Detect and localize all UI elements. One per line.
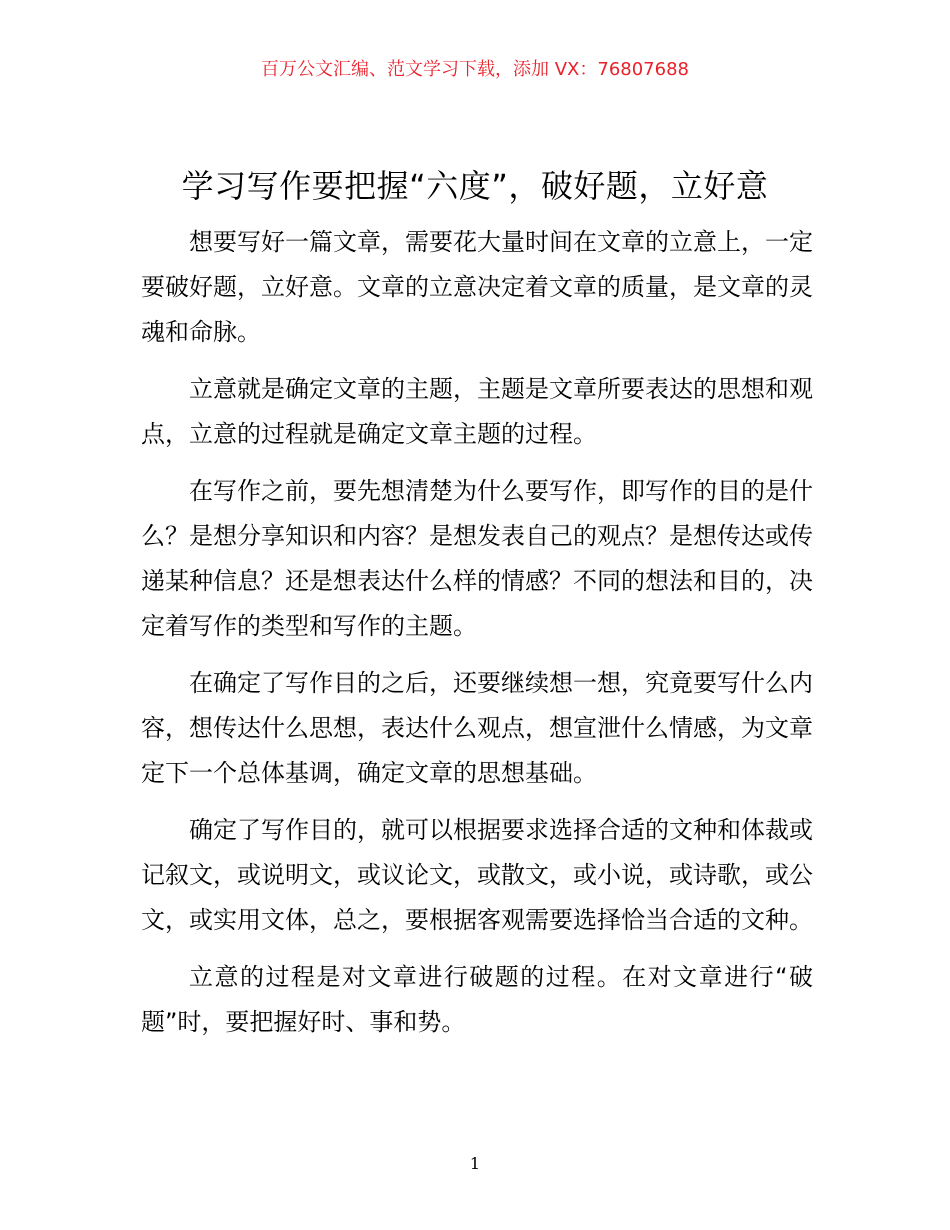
document-title: 学习写作要把握“六度”，破好题，立好意 [181, 167, 769, 205]
paragraph: 确定了写作目的，就可以根据要求选择合适的文种和体裁或记叙文，或说明文，或议论文，或散文，或小说，或诗歌，或公文，或实用文体，总之，要根据客观需要选择恰当合适的文种。 [141, 816, 813, 934]
page-number: 1 [469, 1154, 481, 1173]
header-banner: 百万公文汇编、范文学习下载，添加 VX：76807688 [261, 59, 689, 80]
document-body [141, 220, 813, 1057]
paragraph: 立意的过程是对文章进行破题的过程。在对文章进行“破题”时，要把握好时、事和势。 [141, 963, 813, 1036]
paragraph: 想要写好一篇文章，需要花大量时间在文章的立意上，一定要破好题，立好意。文章的立意决定着文章的质量，是文章的灵魂和命脉。 [141, 228, 813, 346]
paragraph: 在确定了写作目的之后，还要继续想一想，究竟要写什么内容，想传达什么思想，表达什么观点，想宣泄什么情感，为文章定下一个总体基调，确定文章的思想基础。 [141, 669, 813, 787]
paragraph: 在写作之前，要先想清楚为什么要写作，即写作的目的是什么？是想分享知识和内容？是想发表自己的观点？是想传达或传递某种信息？还是想表达什么样的情感？不同的想法和目的，决定着写作的类型和写作的主题。 [141, 477, 813, 640]
paragraph: 立意就是确定文章的主题，主题是文章所要表达的思想和观点，立意的过程就是确定文章主题的过程。 [141, 375, 813, 448]
